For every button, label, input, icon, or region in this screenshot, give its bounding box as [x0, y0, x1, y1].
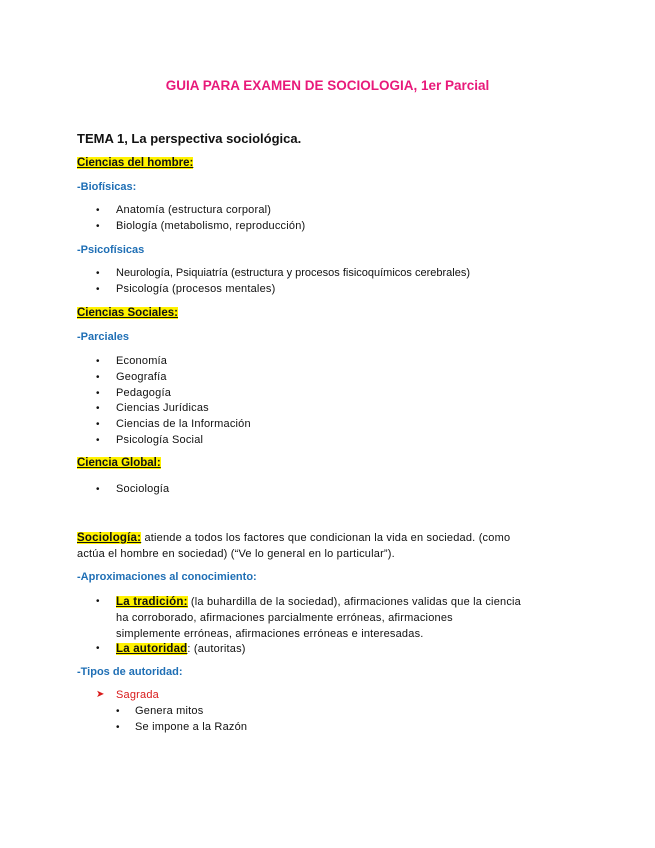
arrow-bullet-icon: ➤ [96, 689, 105, 700]
list-item: Pedagogía [116, 387, 172, 399]
sociologia-term: Sociología: [77, 532, 142, 544]
list-item-sagrada: Sagrada [116, 689, 159, 701]
autoridad-term: La autoridad [116, 643, 188, 655]
bullet-icon: • [96, 221, 100, 232]
list-item: Sociología [116, 483, 170, 495]
document-title: GUIA PARA EXAMEN DE SOCIOLOGIA, 1er Parcial [165, 78, 490, 93]
list-item: Ciencias de la Información [116, 418, 251, 430]
autoridad-item: La autoridad: (autoritas) [116, 643, 246, 655]
bullet-icon: • [96, 419, 100, 430]
list-item: Economía [116, 355, 168, 367]
list-item: Genera mitos [135, 705, 204, 717]
bullet-icon: • [96, 268, 100, 279]
subheading-tipos-autoridad: -Tipos de autoridad: [77, 666, 183, 678]
list-item: Se impone a la Razón [135, 721, 248, 733]
list-item: Ciencias Jurídicas [116, 402, 209, 414]
section-heading-ciencias-sociales: Ciencias Sociales: [77, 307, 178, 319]
subheading-aproximaciones: -Aproximaciones al conocimiento: [77, 571, 257, 583]
bullet-icon: • [96, 284, 100, 295]
list-item: Geografía [116, 371, 167, 383]
list-item: Biología (metabolismo, reproducción) [116, 220, 306, 232]
bullet-icon: • [96, 388, 100, 399]
bullet-icon: • [116, 706, 120, 717]
topic-heading: TEMA 1, La perspectiva sociológica. [77, 131, 302, 146]
section-heading-ciencias-hombre: Ciencias del hombre: [77, 157, 194, 169]
subheading-psicofisicas: -Psicofísicas [77, 244, 145, 256]
bullet-icon: • [96, 205, 100, 216]
bullet-icon: • [116, 722, 120, 733]
bullet-icon: • [96, 372, 100, 383]
sociologia-paragraph: Sociología: atiende a todos los factores que condicionan la vida en sociedad. (como actúa el hombre en sociedad) (“Ve lo general en lo particular”). [77, 532, 511, 560]
bullet-icon: • [96, 403, 100, 414]
subheading-parciales: -Parciales [77, 331, 129, 343]
bullet-icon: • [96, 484, 100, 495]
bullet-icon: • [96, 356, 100, 367]
subheading-biofisicas: -Biofísicas: [77, 181, 137, 193]
tradicion-term: La tradición: [116, 596, 188, 608]
section-heading-ciencia-global: Ciencia Global: [77, 457, 161, 469]
list-item: Psicología Social [116, 434, 204, 446]
tradicion-item: La tradición: (la buhardilla de la sociedad), afirmaciones validas que la ciencia ha corroborado, afirmaciones parcialmente erróneas, afirmaciones simplemente erróneas, afirmaciones erróneas e interesadas. [116, 596, 521, 640]
list-item: Neurología, Psiquiatría (estructura y procesos fisicoquímicos cerebrales) [116, 267, 470, 279]
list-item: Anatomía (estructura corporal) [116, 204, 272, 216]
list-item: Psicología (procesos mentales) [116, 283, 276, 295]
bullet-icon: • [96, 435, 100, 446]
bullet-icon: • [96, 643, 100, 654]
bullet-icon: • [96, 596, 100, 607]
